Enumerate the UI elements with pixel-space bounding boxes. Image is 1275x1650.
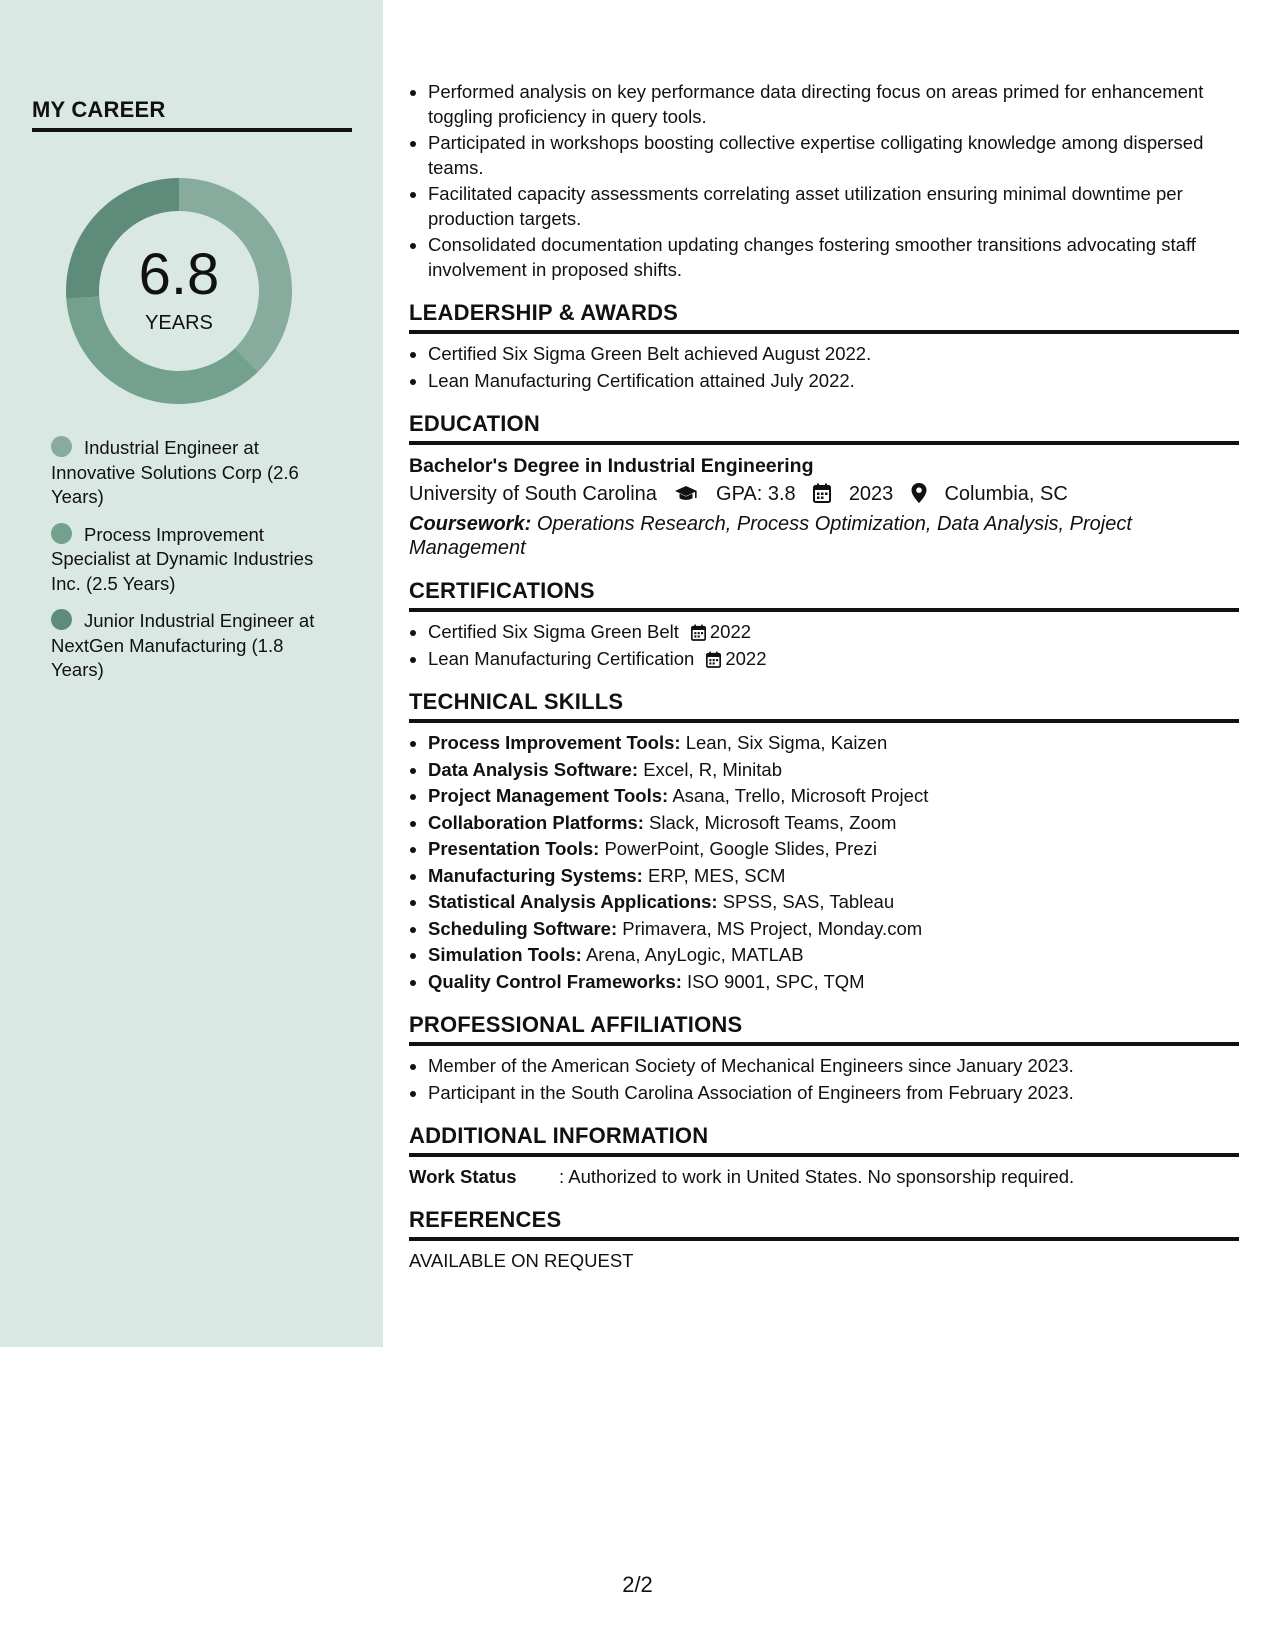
additional-info-heading: ADDITIONAL INFORMATION [409, 1123, 1239, 1157]
certification-item [428, 620, 1239, 645]
leadership-item: • Certified Six Sigma Green Belt achieved August 2022. [428, 342, 1239, 367]
skill-value: PowerPoint, Google Slides, Prezi [604, 838, 877, 859]
affiliation-item: • Member of the American Society of Mechanical Engineers since January 2023. [428, 1054, 1239, 1079]
sidebar [0, 0, 383, 1347]
affiliation-item: • Participant in the South Carolina Association of Engineers from February 2023. [428, 1081, 1239, 1106]
experience-bullet: • Participated in workshops boosting collective expertise colligating knowledge among dispersed teams. [428, 131, 1239, 180]
skill-label: Scheduling Software: [428, 917, 618, 939]
certification-name: Lean Manufacturing Certification [428, 647, 695, 669]
legend-label: Junior Industrial Engineer at NextGen Manufacturing (1.8 Years) [51, 610, 315, 680]
page-number: 2/2 [622, 1572, 653, 1597]
career-title: MY CAREER [32, 97, 352, 132]
legend-item [51, 436, 331, 510]
certification-year: 2022 [725, 647, 767, 669]
skill-item [428, 784, 1239, 809]
coursework-list: Operations Research, Process Optimization, Data Analysis, Project Management [409, 513, 1132, 559]
legend-label: Industrial Engineer at Innovative Solutions Corp (2.6 Years) [51, 437, 299, 507]
skill-label: Project Management Tools: [428, 785, 669, 806]
certification-name: Certified Six Sigma Green Belt [428, 621, 679, 642]
experience-bullet: • Performed analysis on key performance data directing focus on areas primed for enhancement toggling proficiency in query tools. [428, 80, 1239, 129]
work-status-value: : Authorized to work in United States. No sponsorship required. [559, 1166, 1075, 1187]
legend-dot-icon [51, 609, 72, 630]
skill-label: Process Improvement Tools: [428, 732, 681, 753]
total-years-value: 6.8 [138, 242, 220, 307]
skill-value: ISO 9001, SPC, TQM [687, 970, 865, 992]
skill-value: Lean, Six Sigma, Kaizen [685, 732, 888, 753]
skills-list [409, 731, 1239, 994]
skill-value: ERP, MES, SCM [648, 864, 786, 886]
affiliations-list [409, 1054, 1239, 1105]
leadership-item: • Lean Manufacturing Certification attained July 2022. [428, 369, 1239, 394]
skill-label: Presentation Tools: [428, 838, 600, 859]
leadership-list [409, 342, 1239, 393]
skill-item [428, 731, 1239, 756]
skill-label: Statistical Analysis Applications: [428, 891, 718, 912]
certifications-list [409, 620, 1239, 671]
school-name: University of South Carolina [409, 483, 657, 505]
education-details [409, 479, 1239, 509]
experience-bullet: • Consolidated documentation updating changes fostering smoother transitions advocating staff involvement in proposed shifts. [428, 233, 1239, 282]
certification-year: 2022 [709, 621, 752, 642]
skill-label: Simulation Tools: [428, 944, 582, 965]
skill-label: Quality Control Frameworks: [428, 970, 682, 992]
legend-item [51, 523, 331, 597]
skill-value: SPSS, SAS, Tableau [722, 891, 895, 912]
skill-value: Slack, Microsoft Teams, Zoom [649, 811, 897, 833]
experience-bullet: • Facilitated capacity assessments correlating asset utilization ensuring minimal downtime per production targets. [428, 182, 1239, 231]
skill-value: Primavera, MS Project, Monday.com [622, 917, 923, 939]
skill-value: Arena, AnyLogic, MATLAB [585, 944, 804, 965]
degree-name: Bachelor's Degree in Industrial Engineering [409, 455, 814, 477]
legend-label: Process Improvement Specialist at Dynamic Industries Inc. (2.5 Years) [51, 523, 314, 594]
leadership-heading: LEADERSHIP & AWARDS [409, 300, 1239, 334]
references-text: AVAILABLE ON REQUEST [409, 1250, 634, 1271]
calendar-icon [706, 651, 721, 668]
coursework [409, 512, 1239, 560]
skill-label: Manufacturing Systems: [428, 864, 643, 886]
legend-dot-icon [51, 523, 72, 544]
calendar-icon [691, 624, 706, 641]
skill-item [428, 970, 1239, 995]
education-heading: EDUCATION [409, 411, 1239, 445]
experience-bullets [409, 80, 1239, 282]
gpa-value: GPA: 3.8 [716, 483, 796, 505]
total-years-unit: YEARS [145, 312, 213, 334]
certification-item [428, 647, 1239, 672]
legend-dot-icon [51, 436, 72, 457]
skills-heading: TECHNICAL SKILLS [409, 689, 1239, 723]
skill-label: Collaboration Platforms: [428, 811, 644, 833]
graduation-cap-icon [674, 485, 698, 503]
coursework-label: Coursework: [409, 513, 532, 535]
skill-item [428, 917, 1239, 942]
skill-item [428, 943, 1239, 968]
certifications-heading: CERTIFICATIONS [409, 578, 1239, 612]
calendar-icon [813, 483, 831, 503]
work-status-row [409, 1165, 1239, 1189]
location-pin-icon [911, 483, 927, 503]
career-legend [51, 436, 331, 696]
skill-item [428, 890, 1239, 915]
skill-label: Data Analysis Software: [428, 758, 639, 780]
affiliations-heading: PROFESSIONAL AFFILIATIONS [409, 1012, 1239, 1046]
skill-item [428, 864, 1239, 889]
skill-item [428, 811, 1239, 836]
skill-item [428, 837, 1239, 862]
references-heading: REFERENCES [409, 1207, 1239, 1241]
skill-value: Asana, Trello, Microsoft Project [672, 785, 929, 806]
main-content [409, 80, 1239, 1273]
school-location: Columbia, SC [944, 483, 1068, 505]
career-donut-chart [64, 176, 294, 406]
work-status-label: Work Status [409, 1166, 517, 1187]
legend-item [51, 609, 331, 683]
skill-value: Excel, R, Minitab [643, 758, 783, 780]
graduation-year: 2023 [848, 483, 894, 505]
skill-item [428, 758, 1239, 783]
